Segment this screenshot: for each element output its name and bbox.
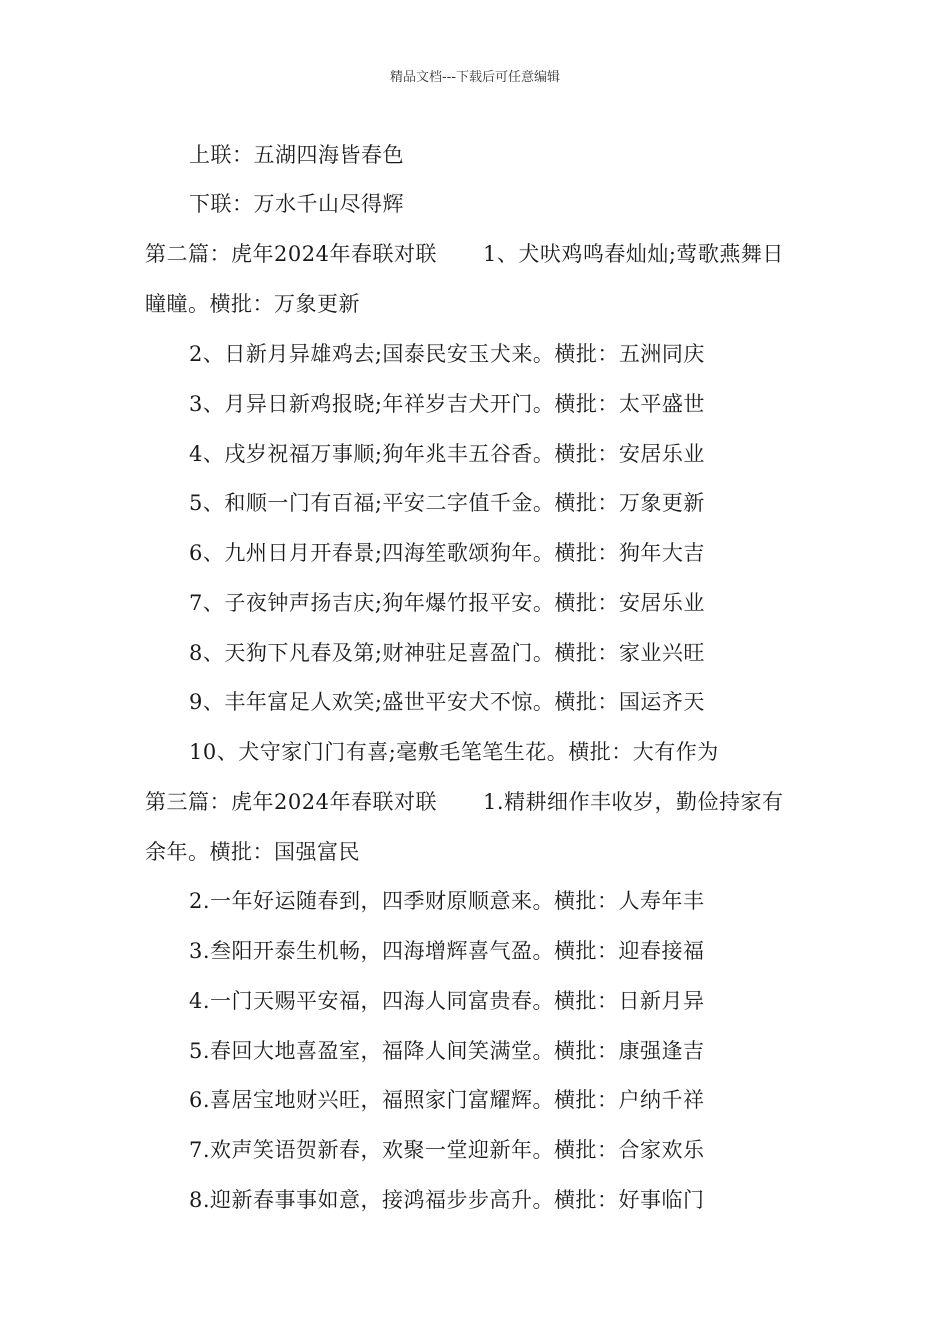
couplet-text: 1、犬吠鸡鸣春灿灿;莺歌燕舞日 [482,242,784,266]
couplet-line: 瞳瞳。横批：万象更新 [145,292,360,316]
couplet-line: 6.喜居宝地财兴旺，福照家门富耀辉。横批：户纳千祥 [189,1088,705,1112]
couplet-line: 4、戌岁祝福万事顺;狗年兆丰五谷香。横批：安居乐业 [189,442,705,466]
section-title: 第三篇：虎年2024年春联对联 [145,790,437,814]
couplet-line: 6、九州日月开春景;四海笙歌颂狗年。横批：狗年大吉 [189,541,705,565]
couplet-line: 2、日新月异雄鸡去;国泰民安玉犬来。横批：五洲同庆 [189,342,705,366]
couplet-line: 5、和顺一门有百福;平安二字值千金。横批：万象更新 [189,491,705,515]
section-heading-line [145,786,784,816]
section-heading-line [145,238,784,268]
couplet-line: 8.迎新春事事如意，接鸿福步步高升。横批：好事临门 [189,1188,705,1212]
couplet-line: 10、犬守家门门有喜;毫敷毛笔笔生花。横批：大有作为 [189,740,719,764]
couplet-line: 7、子夜钟声扬吉庆;狗年爆竹报平安。横批：安居乐业 [189,591,705,615]
couplet-line: 8、天狗下凡春及第;财神驻足喜盈门。横批：家业兴旺 [189,641,705,665]
section-title: 第二篇：虎年2024年春联对联 [145,242,437,266]
couplet-line: 5.春回大地喜盈室，福降人间笑满堂。横批：康强逢吉 [189,1039,705,1063]
couplet-text: 1.精耕细作丰收岁，勤俭持家有 [482,790,784,814]
page-header: 精品文档---下载后可任意编辑 [389,70,561,85]
couplet-line: 上联：五湖四海皆春色 [189,143,404,167]
couplet-line: 4.一门天赐平安福，四海人同富贵春。横批：日新月异 [189,989,705,1013]
couplet-line: 3、月异日新鸡报晓;年祥岁吉犬开门。横批：太平盛世 [189,392,705,416]
couplet-line: 余年。横批：国强富民 [145,840,360,864]
couplet-line: 9、丰年富足人欢笑;盛世平安犬不惊。横批：国运齐天 [189,690,705,714]
couplet-line: 下联：万水千山尽得辉 [189,192,404,216]
couplet-line: 2.一年好运随春到，四季财原顺意来。横批：人寿年丰 [189,889,705,913]
couplet-line: 3.叁阳开泰生机畅，四海增辉喜气盈。横批：迎春接福 [189,939,705,963]
couplet-line: 7.欢声笑语贺新春，欢聚一堂迎新年。横批：合家欢乐 [189,1138,705,1162]
